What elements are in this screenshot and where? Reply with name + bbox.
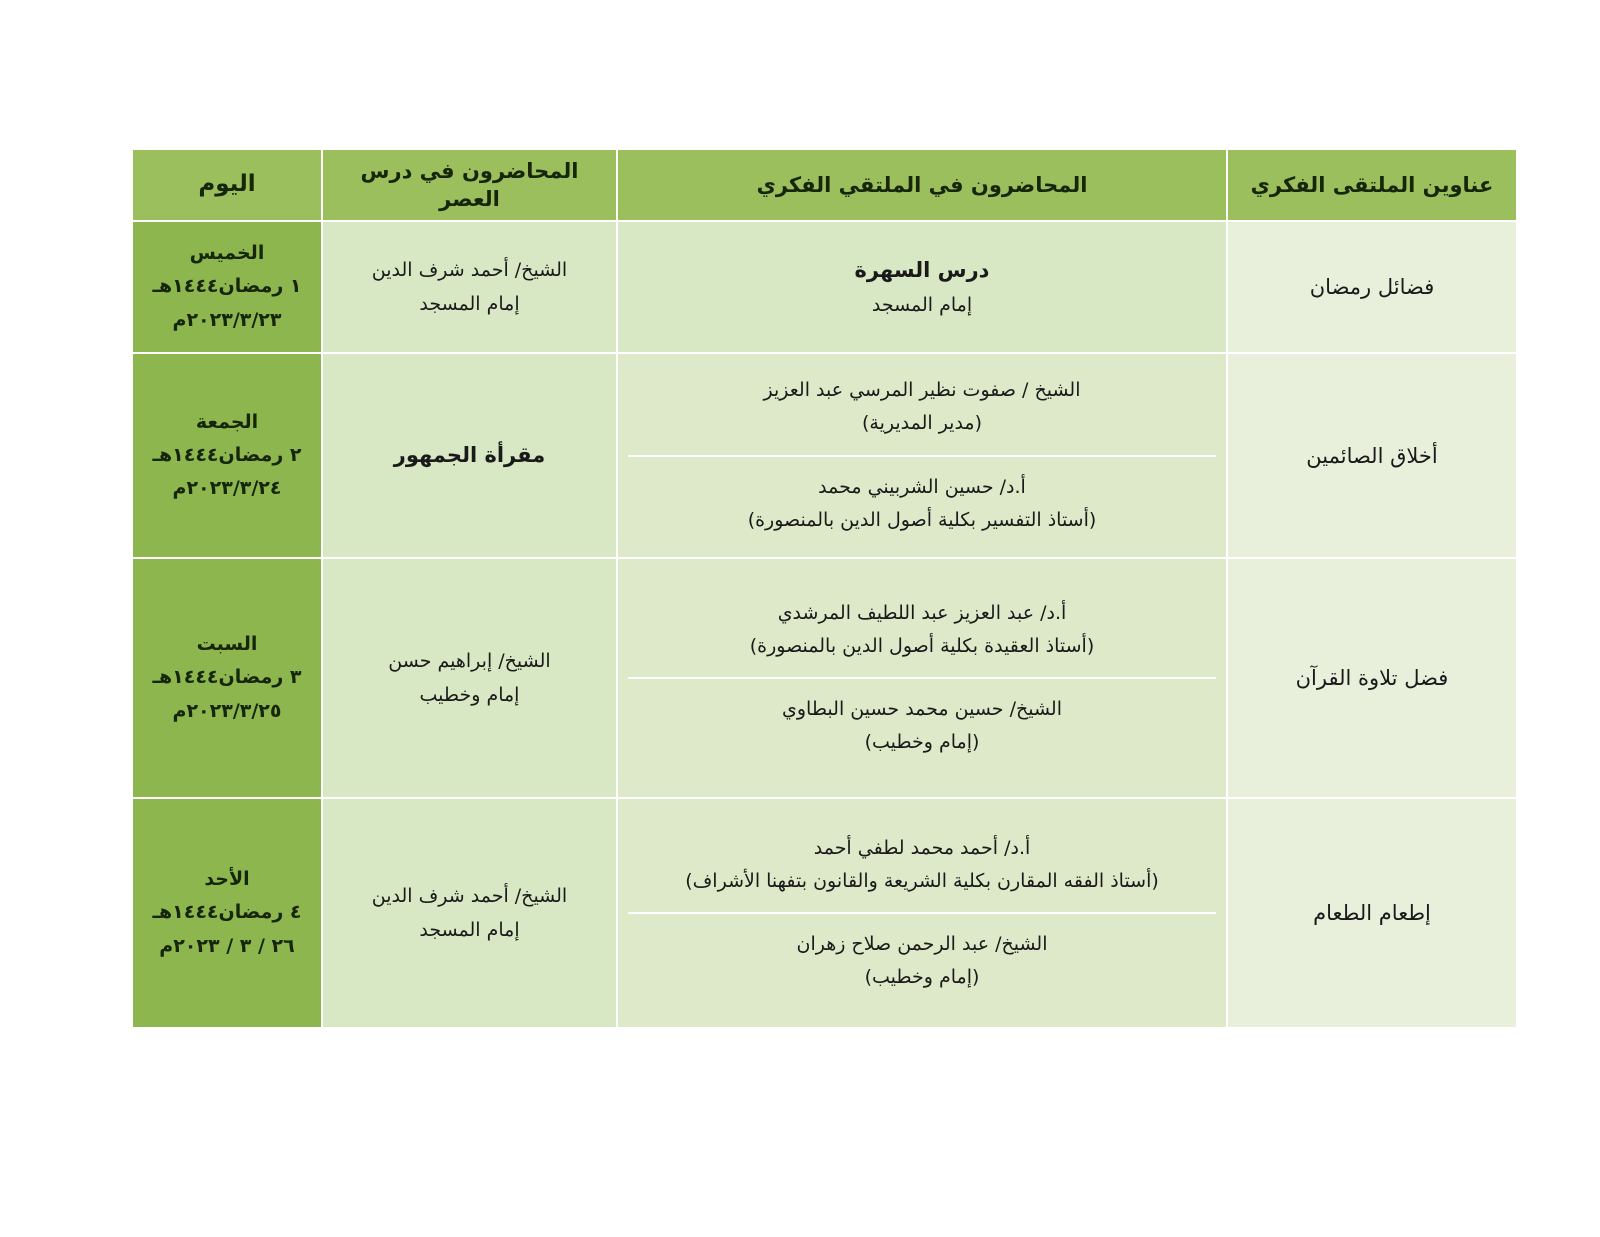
asr-lecturer-name: مقرأة الجمهور [393,442,546,467]
day-cell [132,353,322,558]
table-row [132,221,1517,353]
lecturer-entry [628,238,1216,336]
header-titles: عناوين الملتقى الفكري [1227,149,1517,221]
day-gregorian: ٢٠٢٣/٣/٢٣م [172,308,282,331]
lecturer-entry [628,818,1216,913]
asr-lecturer-name: الشيخ/ إبراهيم حسن [388,649,551,672]
lecturer-role: (مدير المديرية) [861,412,983,435]
forum-title: إطعام الطعام [1227,798,1517,1028]
table-row [132,558,1517,798]
day-hijri: ٣ رمضان١٤٤٤هـ [152,666,302,689]
asr-lecturer-role: إمام وخطيب [419,684,520,706]
lecturers-cell [617,558,1227,798]
lecturer-role: (إمام وخطيب) [864,966,980,989]
lecturer-entry [628,583,1216,678]
forum-title: فضل تلاوة القرآن [1227,558,1517,798]
table-row [132,798,1517,1028]
lecturer-entry [628,455,1216,552]
lecturer-role: (أستاذ العقيدة بكلية أصول الدين بالمنصورة) [749,634,1095,657]
day-hijri: ١ رمضان١٤٤٤هـ [152,275,302,298]
forum-title: أخلاق الصائمين [1227,353,1517,558]
day-name: السبت [196,633,258,656]
asr-lecturer-name: الشيخ/ أحمد شرف الدين [371,258,568,281]
day-gregorian: ٢٠٢٣/٣/٢٥م [172,699,282,722]
lecturer-name: أ.د/ عبد العزيز عبد اللطيف المرشدي [777,601,1067,624]
table-row [132,353,1517,558]
day-gregorian: ٢٠٢٣/٣/٢٤م [172,477,282,500]
header-day: اليوم [132,149,322,221]
lecturer-entry [628,360,1216,455]
lecturers-cell [617,221,1227,353]
lecturer-name: الشيخ/ حسين محمد حسين البطاوي [782,698,1062,720]
asr-lecturer-role: إمام المسجد [419,919,520,941]
day-hijri: ٢ رمضان١٤٤٤هـ [152,443,302,466]
lecturer-name: أ.د/ أحمد محمد لطفي أحمد [813,836,1031,859]
day-name: الأحد [204,868,250,891]
asr-lecturer-cell [322,221,617,353]
day-cell [132,558,322,798]
lecturer-role: إمام المسجد [871,293,973,316]
lecturers-cell [617,798,1227,1028]
lecturer-name: درس السهرة [854,258,990,282]
day-cell [132,221,322,353]
schedule-table [131,148,1518,1029]
lecturers-cell [617,353,1227,558]
lecturer-role: (إمام وخطيب) [864,731,980,754]
header-lecturers: المحاضرون في الملتقي الفكري [617,149,1227,221]
day-hijri: ٤ رمضان١٤٤٤هـ [152,901,302,924]
lecturer-name: الشيخ / صفوت نظير المرسي عبد العزيز [763,379,1081,401]
lecturer-name: الشيخ/ عبد الرحمن صلاح زهران [796,933,1048,955]
table-header-row [132,149,1517,221]
day-name: الخميس [189,242,265,265]
asr-lecturer-cell [322,798,617,1028]
lecturer-name: أ.د/ حسين الشربيني محمد [818,475,1026,498]
lecturer-entry [628,677,1216,774]
asr-lecturer-cell [322,353,617,558]
forum-title: فضائل رمضان [1227,221,1517,353]
asr-lecturer-role: إمام المسجد [419,293,520,315]
lecturer-role: (أستاذ التفسير بكلية أصول الدين بالمنصورة) [747,508,1097,531]
lecturer-entry [628,912,1216,1009]
lecturer-role: (أستاذ الفقه المقارن بكلية الشريعة والقانون بتفهنا الأشراف) [685,869,1159,892]
asr-lecturer-cell [322,558,617,798]
day-name: الجمعة [195,410,259,433]
header-asr: المحاضرون في درس العصر [322,149,617,221]
day-gregorian: ٢٦ / ٣ / ٢٠٢٣م [159,934,295,957]
day-cell [132,798,322,1028]
asr-lecturer-name: الشيخ/ أحمد شرف الدين [371,884,568,907]
